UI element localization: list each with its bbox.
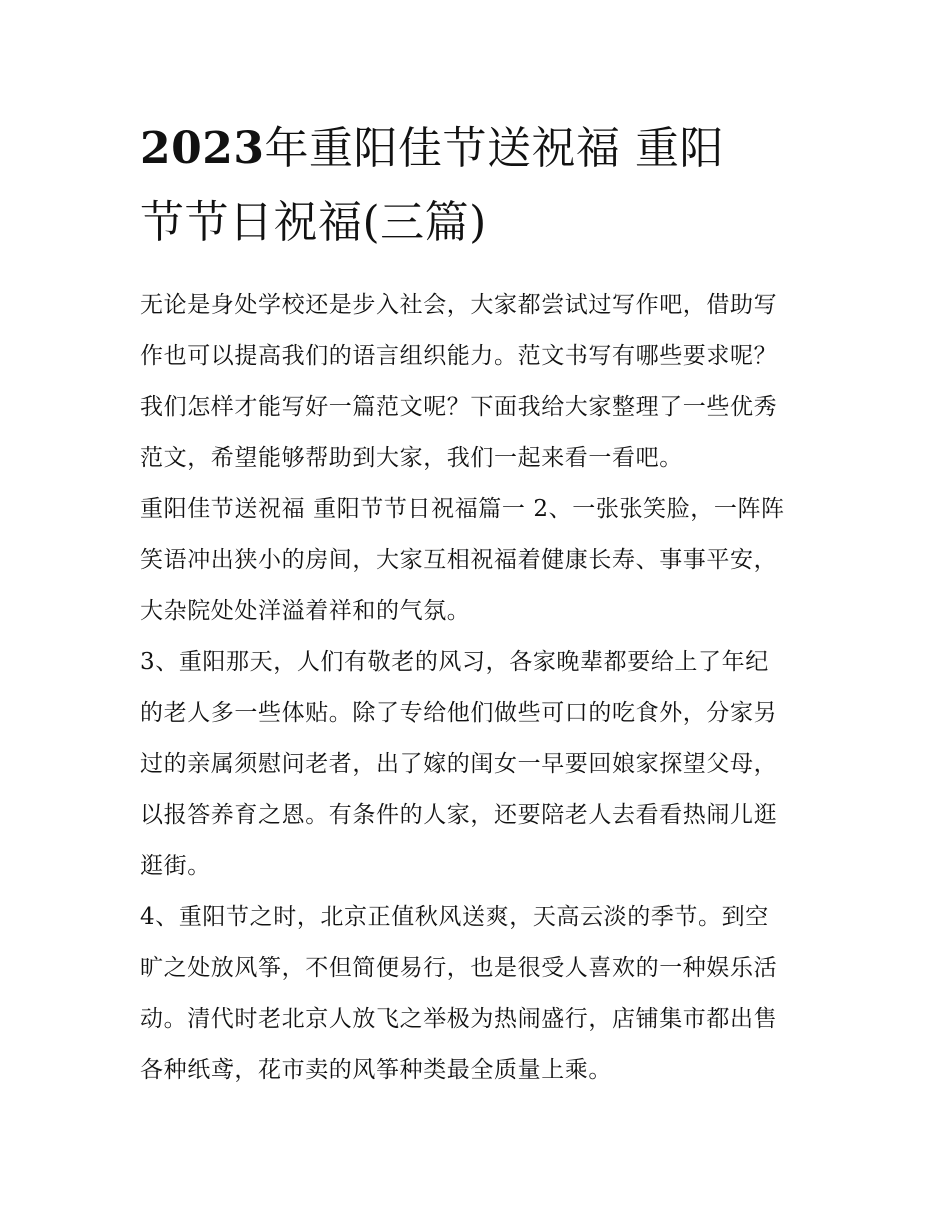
paragraph-line: 以报答养育之恩。有条件的人家，还要陪老人去看看热闹儿逛 — [140, 802, 778, 828]
document-title — [140, 112, 820, 260]
paragraph-line: 逛街。 — [140, 853, 211, 879]
paragraph-line: 重阳佳节送祝福 重阳节节日祝福篇一 2、一张张笑脸，一阵阵 — [140, 496, 785, 522]
paragraph-item-4 — [140, 892, 812, 1096]
paragraph-part-one — [140, 484, 812, 637]
paragraph-line: 我们怎样才能写好一篇范文呢？下面我给大家整理了一些优秀 — [140, 394, 778, 420]
paragraph-line: 无论是身处学校还是步入社会，大家都尝试过写作吧，借助写 — [140, 292, 778, 318]
paragraph-line: 各种纸鸢，花市卖的风筝种类最全质量上乘。 — [140, 1057, 612, 1083]
title-line-2: 节节日祝福(三篇) — [140, 197, 487, 248]
paragraph-line: 作也可以提高我们的语言组织能力。范文书写有哪些要求呢？ — [140, 343, 778, 369]
paragraph-line: 4、重阳节之时，北京正值秋风送爽，天高云淡的季节。到空 — [140, 904, 769, 930]
paragraph-line: 范文，希望能够帮助到大家，我们一起来看一看吧。 — [140, 445, 683, 471]
paragraph-intro — [140, 280, 812, 484]
paragraph-line: 笑语冲出狭小的房间，大家互相祝福着健康长寿、事事平安， — [140, 547, 778, 573]
paragraph-line: 大杂院处处洋溢着祥和的气氛。 — [140, 598, 471, 624]
title-line-1 — [140, 112, 820, 186]
title-year: 2023 — [140, 123, 265, 174]
paragraph-line: 的老人多一些体贴。除了专给他们做些可口的吃食外，分家另 — [140, 700, 778, 726]
title-line-1-rest: 年重阳佳节送祝福 重阳 — [264, 123, 724, 174]
paragraph-line: 过的亲属须慰问老者，出了嫁的闺女一早要回娘家探望父母， — [140, 751, 778, 777]
paragraph-line: 旷之处放风筝，不但简便易行，也是很受人喜欢的一种娱乐活 — [140, 955, 778, 981]
paragraph-line: 3、重阳那天，人们有敬老的风习，各家晚辈都要给上了年纪 — [140, 649, 769, 675]
document-body — [140, 280, 812, 1096]
paragraph-line: 动。清代时老北京人放飞之举极为热闹盛行，店铺集市都出售 — [140, 1006, 778, 1032]
paragraph-item-3 — [140, 637, 812, 892]
